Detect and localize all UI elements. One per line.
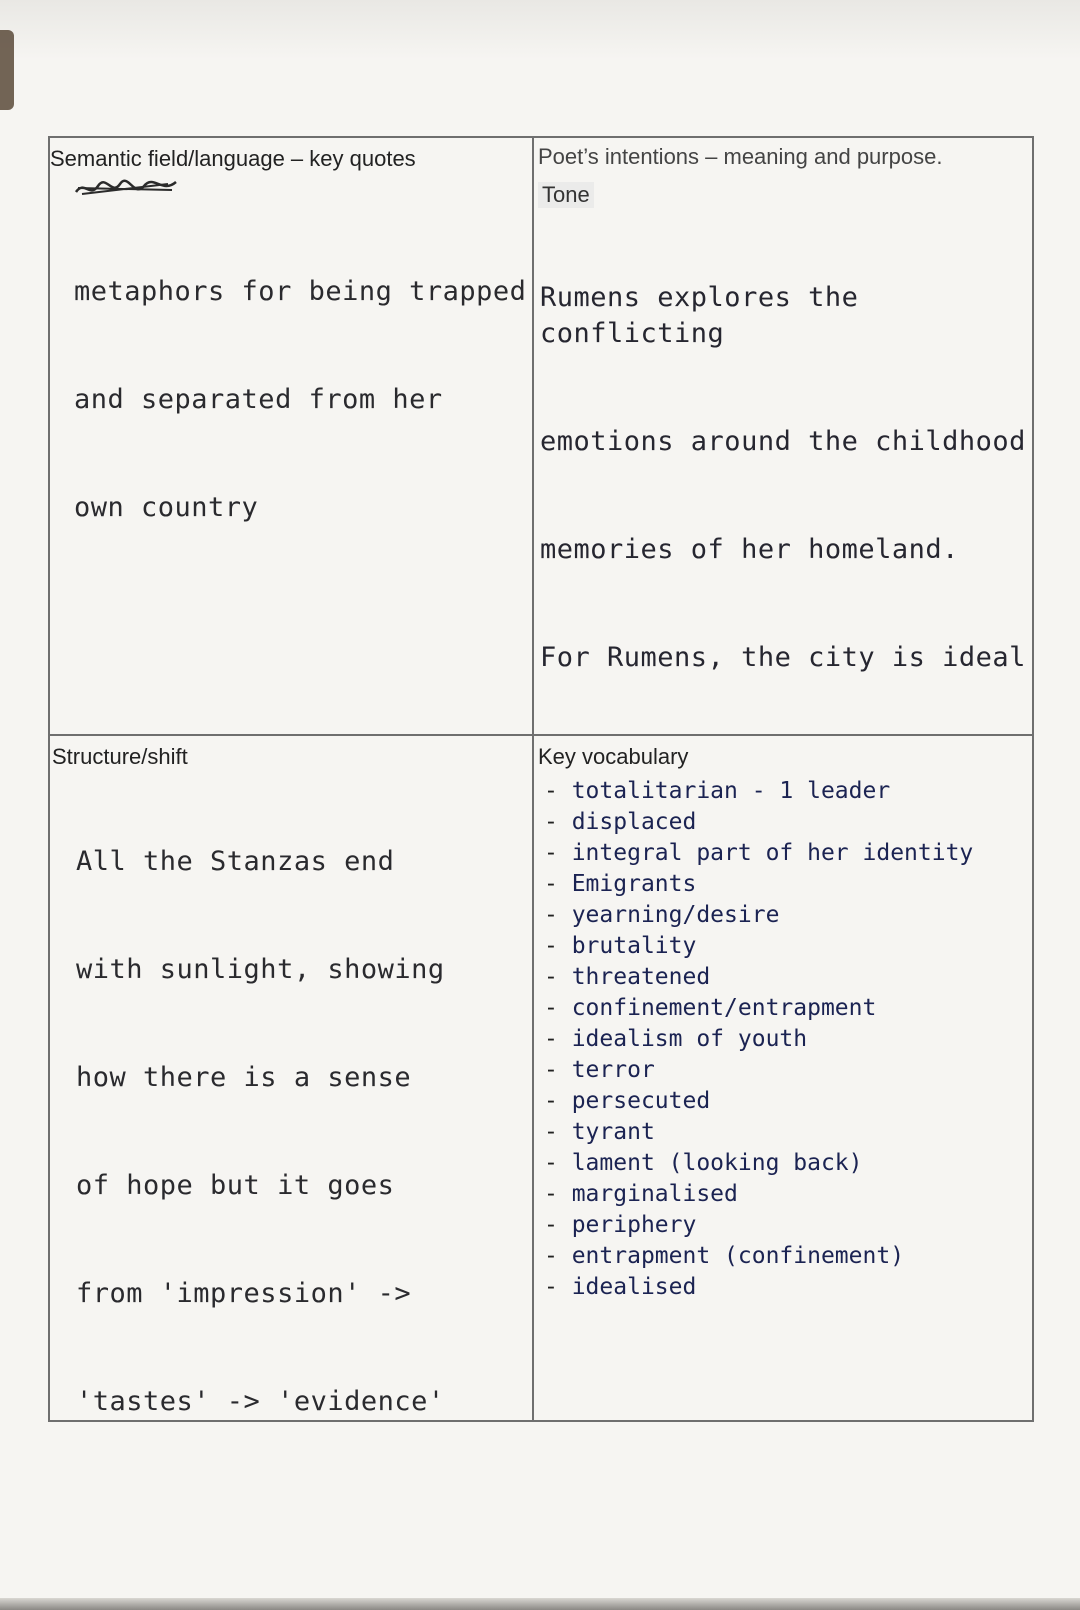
list-item: - marginalised [544,1179,1034,1210]
heading-semantic-field: Semantic field/language – key quotes [50,146,416,171]
list-item: - lament (looking back) [544,1148,1034,1179]
list-item: - tyrant [544,1117,1034,1148]
note-line: 'tastes' -> 'evidence' [76,1386,445,1417]
cell-semantic-field [50,138,532,734]
list-item: - yearning/desire [544,900,1034,931]
heading-key-vocabulary: Key vocabulary [538,744,689,769]
list-item: - threatened [544,962,1034,993]
note-line: Rumens explores the conflicting [540,282,876,349]
semantic-field-note [50,202,532,598]
heading-structure-shift: Structure/shift [52,744,188,769]
paper-bottom-edge [0,1598,1080,1610]
list-item: - terror [544,1055,1034,1086]
list-item: - confinement/entrapment [544,993,1034,1024]
heading-poets-intentions: Poet’s intentions – meaning and purpose. [538,144,943,169]
note-line: emotions around the childhood [540,426,1026,457]
note-line: how there is a sense [76,1062,412,1093]
list-item: - integral part of her identity [544,838,1034,869]
note-line: and separated from her [74,384,443,415]
list-item: - displaced [544,807,1034,838]
vocabulary-list [544,776,1034,1303]
cell-key-vocabulary [534,736,1034,1422]
binder-clip [0,30,14,110]
subheading-tone: Tone [538,182,594,208]
note-line: of hope but it goes [76,1170,395,1201]
list-item: - brutality [544,931,1034,962]
list-item: - persecuted [544,1086,1034,1117]
note-line: For Rumens, the city is ideal [540,642,1026,673]
note-line: All the Stanzas end [76,846,395,877]
note-line: metaphors for being trapped [74,276,527,307]
list-item: - totalitarian - 1 leader [544,776,1034,807]
note-line: memories of her homeland. [540,534,959,565]
list-item: - entrapment (confinement) [544,1241,1034,1272]
note-line: own country [74,492,259,523]
list-item: - idealism of youth [544,1024,1034,1055]
list-item: - periphery [544,1210,1034,1241]
cell-structure-shift [50,736,532,1422]
list-item: - idealised [544,1272,1034,1303]
note-line: from 'impression' -> [76,1278,412,1309]
cell-poets-intentions [534,138,1034,734]
paper-top-shadow [0,0,1080,60]
structure-note [52,772,532,1422]
crossed-out-word [72,174,182,202]
intentions-note [538,208,1034,734]
notes-grid [48,136,1034,1422]
note-line: with sunlight, showing [76,954,445,985]
list-item: - Emigrants [544,869,1034,900]
